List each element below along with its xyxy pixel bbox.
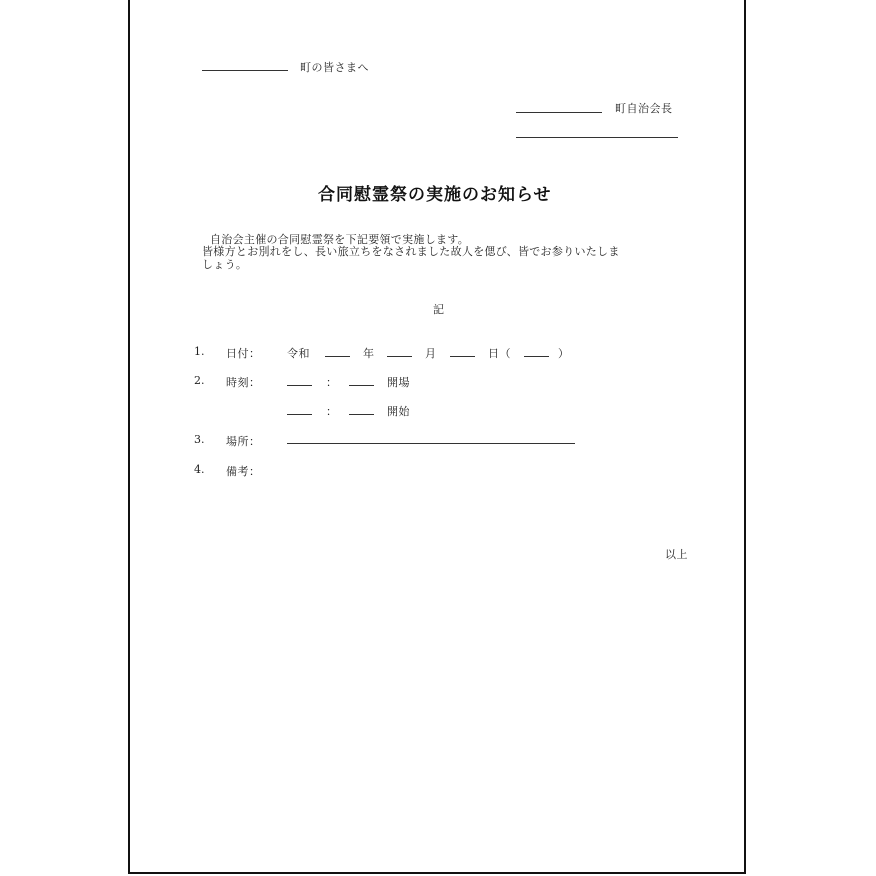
- start-label: 開始: [387, 405, 410, 418]
- ki-heading: 記: [433, 303, 445, 316]
- place-blank: [287, 443, 575, 444]
- date-day-blank: [450, 356, 475, 357]
- date-month-blank: [387, 356, 412, 357]
- document-page: [128, 0, 746, 874]
- date-month-label: 月: [425, 347, 437, 360]
- sender-suffix: 町自治会長: [615, 102, 673, 115]
- start-colon: ：: [326, 405, 338, 418]
- body-line-3: しょう。: [202, 258, 248, 271]
- sender-name-blank: [516, 137, 678, 138]
- recipient-suffix: 町の皆さまへ: [300, 61, 369, 74]
- item-3-number: 3.: [194, 433, 205, 446]
- recipient-town-blank: [202, 70, 288, 71]
- date-weekday-blank: [524, 356, 549, 357]
- open-minute-blank: [349, 385, 374, 386]
- notes-label: 備考：: [226, 465, 261, 478]
- place-label: 場所：: [226, 435, 261, 448]
- item-4-number: 4.: [194, 463, 205, 476]
- body-line-2: 皆様方とお別れをし、長い旅立ちをなされました故人を偲び、皆でお参りいたしま: [202, 245, 620, 258]
- body-line-1: 自治会主催の合同慰霊祭を下記要領で実施します。: [210, 233, 470, 246]
- sender-town-blank: [516, 112, 602, 113]
- item-2-number: 2.: [194, 374, 205, 387]
- date-year-label: 年: [363, 347, 375, 360]
- open-label: 開場: [387, 376, 410, 389]
- open-hour-blank: [287, 385, 312, 386]
- closing-text: 以上: [665, 548, 688, 561]
- time-label: 時刻：: [226, 376, 261, 389]
- date-label: 日付：: [226, 347, 261, 360]
- date-era-year-blank: [325, 356, 350, 357]
- item-1-number: 1.: [194, 345, 205, 358]
- date-era: 令和: [287, 347, 310, 360]
- date-day-label: 日（: [488, 347, 511, 360]
- start-hour-blank: [287, 414, 312, 415]
- date-close-paren: ）: [558, 347, 570, 360]
- start-minute-blank: [349, 414, 374, 415]
- open-colon: ：: [326, 376, 338, 389]
- page-title: 合同慰霊祭の実施のお知らせ: [318, 185, 552, 205]
